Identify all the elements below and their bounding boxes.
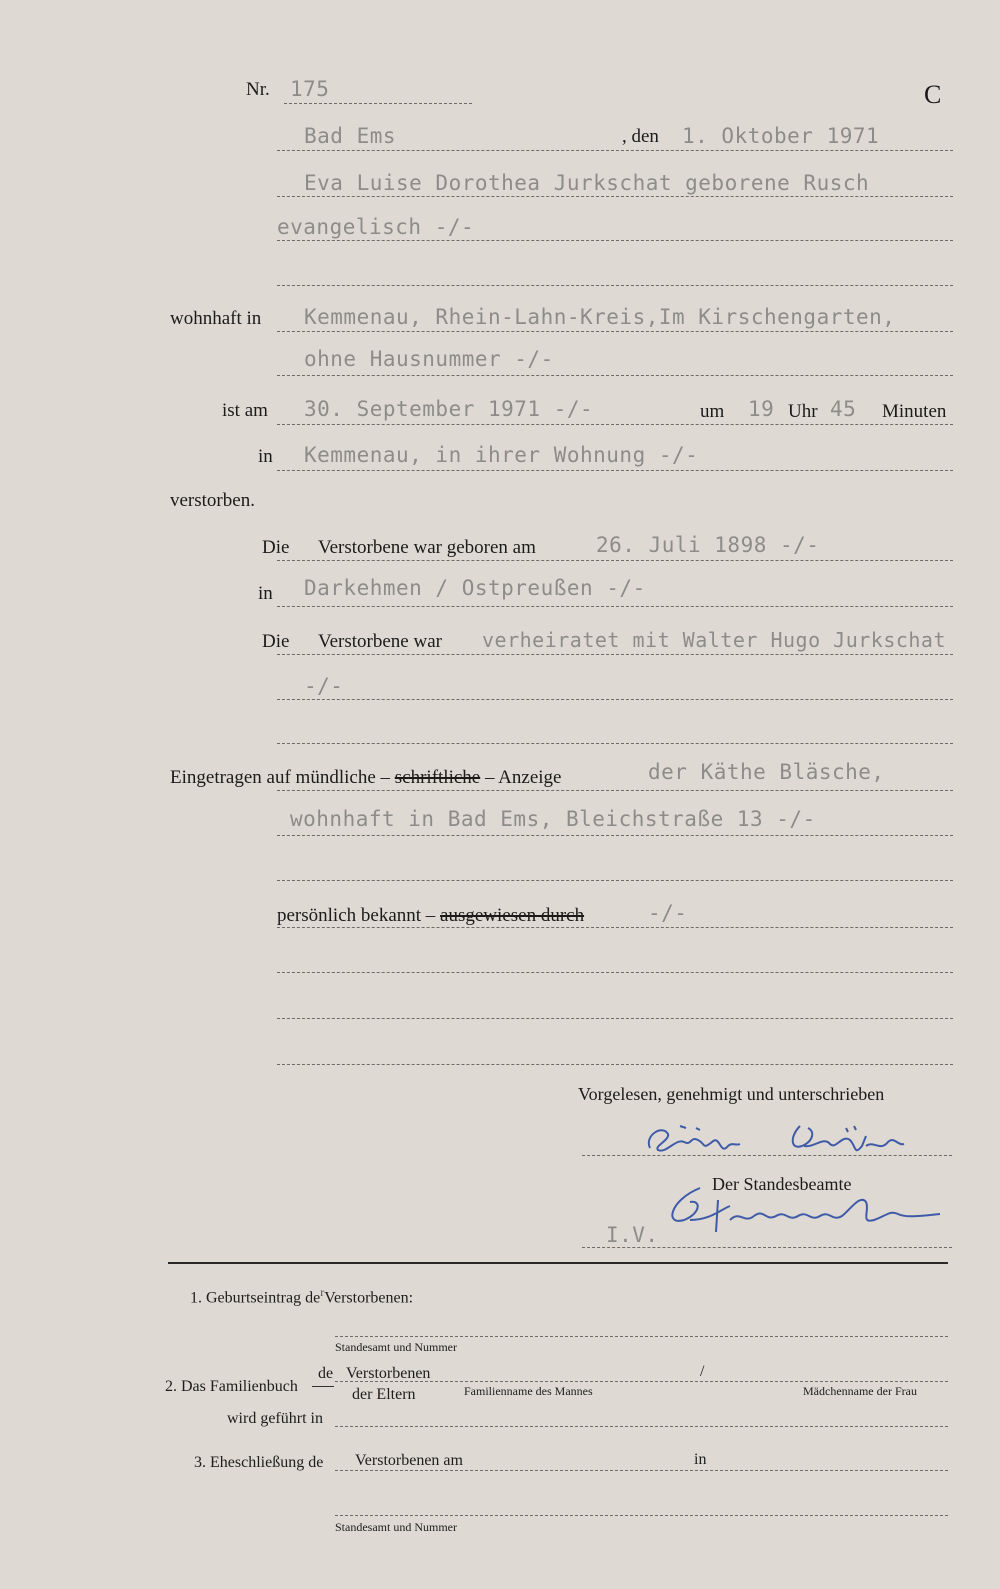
nr-label: Nr. [246,79,270,100]
religion-line [277,240,953,241]
iv-label: I.V. [606,1223,659,1247]
identification-struck: ausgewiesen durch [440,905,585,926]
blank-line-3 [277,880,953,881]
identification-line [277,927,953,928]
registration-struck: schriftliche [394,767,481,788]
footer-fam-mann: Familienname des Mannes [464,1384,593,1398]
identification-text [277,906,584,925]
birth-date-line [277,560,953,561]
birth-place-label: in [258,583,273,604]
form-letter: C [924,80,942,109]
den-label: , den [622,126,659,147]
death-date-label: ist am [222,400,268,421]
registration-suffix: – Anzeige [484,767,562,788]
blank-line [277,285,953,286]
marital-value: verheiratet mit Walter Hugo Jurkschat [482,628,947,652]
registration-text [170,768,562,787]
footer-gefuehrt: wird geführt in [227,1410,323,1427]
registration-prefix: Eingetragen auf mündliche – [170,767,391,788]
informant-address: wohnhaft in Bad Ems, Bleichstraße 13 -/- [290,807,816,831]
footer-item1-r: r [320,1285,325,1299]
nr-underline [284,103,472,104]
birth-die: Die [262,537,290,558]
death-place-line [277,470,953,471]
name-line [277,196,953,197]
footer-standesamt2: Standesamt und Nummer [335,1520,457,1534]
registrar-signature [660,1180,960,1250]
informant-line [277,790,953,791]
residence-line1-rule [277,331,953,332]
footer-item2-dash [312,1386,334,1387]
registry-date: 1. Oktober 1971 [682,124,880,148]
death-place-label: in [258,446,273,467]
blank-line-2 [277,743,953,744]
footer-maed-frau: Mädchenname der Frau [803,1384,917,1398]
blank-line-4 [277,972,953,973]
identification-known: persönlich bekannt – [277,905,436,926]
residence-line1: Kemmenau, Rhein-Lahn-Kreis,Im Kirschengarten, [304,305,896,329]
footer-verstorbenen: Verstorbenen [346,1365,431,1382]
footer-de: de [318,1365,334,1382]
footer-slash: / [700,1363,705,1380]
section-divider [168,1262,948,1264]
death-hour: 19 [748,397,775,421]
footer-item2: 2. Das Familienbuch [165,1378,298,1395]
blank-line-6 [277,1064,953,1065]
informant-signature [640,1116,950,1166]
verstorben-label: verstorben. [170,490,255,511]
identification-value: -/- [648,901,688,925]
footer-item3-verst: Verstorbenen am [355,1452,463,1469]
marital-die: Die [262,631,290,652]
footer-item1-line [335,1336,948,1337]
footer-item3-line [335,1470,948,1471]
deceased-name: Eva Luise Dorothea Jurkschat geborene Rusch [304,171,870,195]
residence-label: wohnhaft in [170,308,262,329]
footer-item1 [190,1286,413,1306]
footer-gefuehrt-line [335,1426,948,1427]
birth-label: Verstorbene war geboren am [318,537,536,558]
informant-signature-line [582,1155,952,1156]
death-date: 30. September 1971 -/- [304,397,594,421]
birth-place: Darkehmen / Ostpreußen -/- [304,576,646,600]
informant-name: der Käthe Bläsche, [648,760,885,784]
um-label: um [700,401,725,422]
footer-item3: 3. Eheschließung de [194,1454,324,1471]
marital-line [277,654,953,655]
death-date-line [277,424,953,425]
death-minutes: 45 [830,397,857,421]
marital-label: Verstorbene war [318,631,442,652]
registry-place: Bad Ems [304,124,397,148]
residence-line2-rule [277,375,953,376]
footer-item3-line2 [335,1515,948,1516]
nr-value: 175 [290,77,330,101]
footer-der-eltern: der Eltern [352,1386,416,1403]
footer-item3-in: in [694,1451,707,1468]
footer-item1-tail: Verstorbenen: [324,1289,414,1307]
registrar-signature-line [582,1247,952,1248]
residence-line2: ohne Hausnummer -/- [304,347,554,371]
deceased-religion: evangelisch -/- [277,215,475,239]
uhr-label: Uhr [788,401,818,422]
read-approved: Vorgelesen, genehmigt und unterschrieben [578,1084,885,1104]
place-date-line [277,150,953,151]
footer-item2-line [335,1381,948,1382]
blank-line-5 [277,1018,953,1019]
minuten-label: Minuten [882,401,947,422]
marital-extra: -/- [304,674,344,698]
footer-item1-label: 1. Geburtseintrag de [190,1289,321,1307]
footer-standesamt1: Standesamt und Nummer [335,1340,457,1354]
birth-date: 26. Juli 1898 -/- [596,533,820,557]
informant-address-line [277,835,953,836]
registrar-label: Der Standesbeamte [712,1174,852,1194]
birth-place-line [277,606,953,607]
marital-extra-line [277,699,953,700]
death-place: Kemmenau, in ihrer Wohnung -/- [304,443,699,467]
